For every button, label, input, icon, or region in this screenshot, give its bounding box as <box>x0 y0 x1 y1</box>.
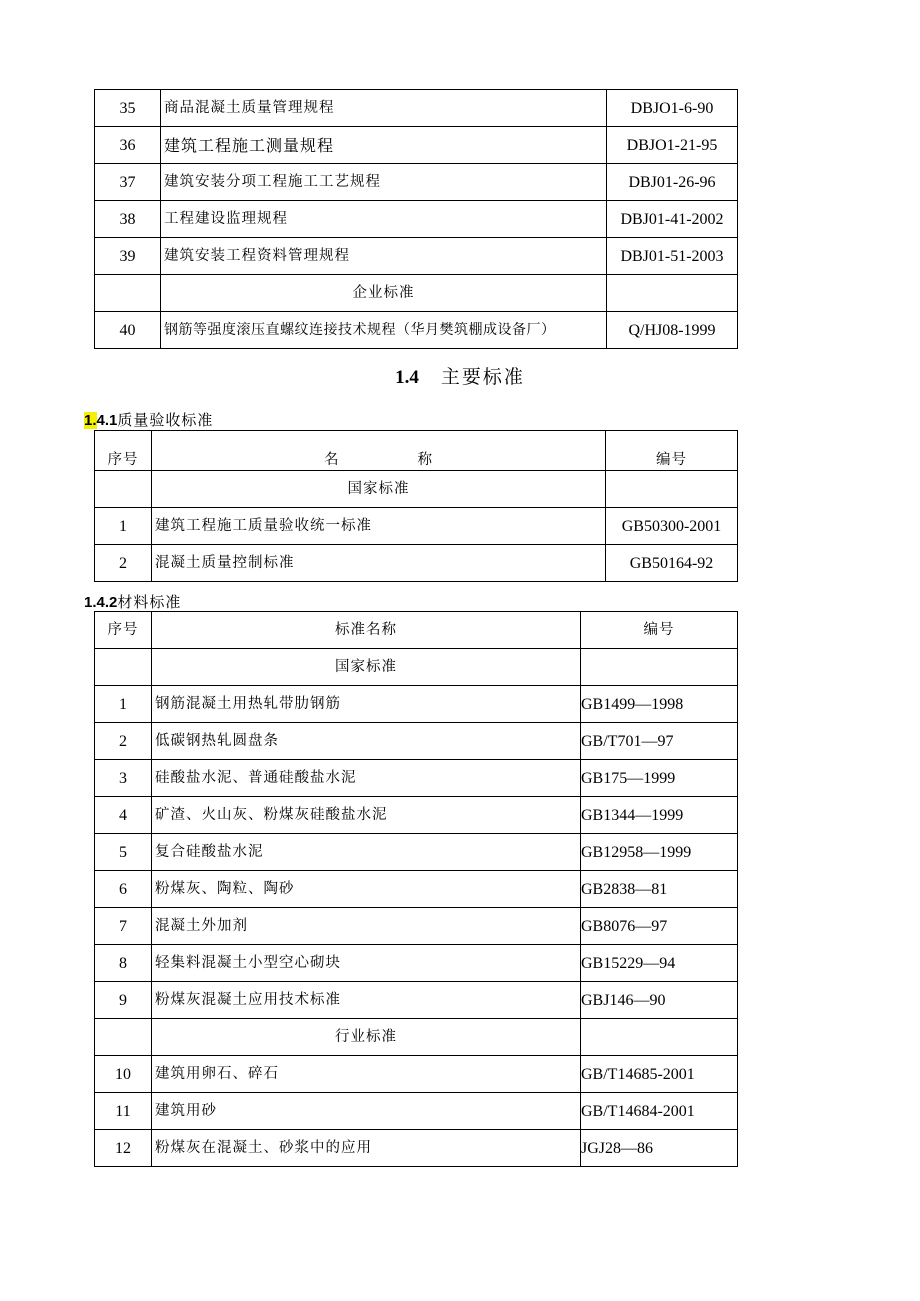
table-row <box>95 945 738 982</box>
table-header <box>95 612 738 649</box>
standard-code: DBJ01-26-96 <box>607 164 738 201</box>
subsection-title: 材料标准 <box>117 593 182 611</box>
table-row <box>95 1056 738 1093</box>
table-row <box>95 908 738 945</box>
table-row <box>95 834 738 871</box>
header-number: 序号 <box>95 612 152 649</box>
standard-code: GB1344—1999 <box>581 797 738 834</box>
header-number: 序号 <box>95 431 152 471</box>
standard-name: 粉煤灰、陶粒、陶砂 <box>152 871 581 908</box>
standard-name: 低碳钢热轧圆盘条 <box>152 723 581 760</box>
table-row <box>95 1093 738 1130</box>
standard-code: GB/T14684-2001 <box>581 1093 738 1130</box>
row-number: 12 <box>95 1130 152 1167</box>
quality-acceptance-table <box>94 430 738 582</box>
standard-name: 建筑安装工程资料管理规程 <box>161 238 607 275</box>
row-number: 5 <box>95 834 152 871</box>
standard-code: GB50300-2001 <box>606 508 738 545</box>
standard-name: 轻集料混凝土小型空心砌块 <box>152 945 581 982</box>
standard-name: 混凝土外加剂 <box>152 908 581 945</box>
section-row <box>95 1019 738 1056</box>
standards-table-continued <box>94 89 738 349</box>
table-row <box>95 686 738 723</box>
standard-name: 粉煤灰混凝土应用技术标准 <box>152 982 581 1019</box>
row-number: 40 <box>95 312 161 349</box>
standard-name: 矿渣、火山灰、粉煤灰硅酸盐水泥 <box>152 797 581 834</box>
row-number: 10 <box>95 1056 152 1093</box>
header-name-left: 名 <box>324 452 340 468</box>
standard-name: 建筑用卵石、碎石 <box>152 1056 581 1093</box>
table-row <box>95 982 738 1019</box>
table-row <box>95 164 738 201</box>
table-row <box>95 797 738 834</box>
section-title: 主要标准 <box>440 366 525 388</box>
table-header <box>95 431 738 471</box>
standard-name: 混凝土质量控制标准 <box>152 545 606 582</box>
row-number: 37 <box>95 164 161 201</box>
subsection-number-highlight: 1. <box>84 412 97 429</box>
section-label: 国家标准 <box>152 649 581 686</box>
standard-name: 建筑安装分项工程施工工艺规程 <box>161 164 607 201</box>
row-number: 6 <box>95 871 152 908</box>
standard-name: 钢筋混凝土用热轧带肋钢筋 <box>152 686 581 723</box>
standard-code: DBJO1-21-95 <box>607 127 738 164</box>
standard-name: 商品混凝土质量管理规程 <box>161 90 607 127</box>
header-code: 编号 <box>581 612 738 649</box>
header-name: 标准名称 <box>152 612 581 649</box>
row-number: 3 <box>95 760 152 797</box>
standard-code: DBJ01-51-2003 <box>607 238 738 275</box>
row-number: 2 <box>95 545 152 582</box>
row-number: 7 <box>95 908 152 945</box>
standard-code: GB8076—97 <box>581 908 738 945</box>
standard-code: GB175—1999 <box>581 760 738 797</box>
standard-code: GB50164-92 <box>606 545 738 582</box>
subsection-heading <box>84 591 181 612</box>
row-number: 38 <box>95 201 161 238</box>
standard-code: GB/T14685-2001 <box>581 1056 738 1093</box>
standard-code: Q/HJ08-1999 <box>607 312 738 349</box>
standard-code: DBJO1-6-90 <box>607 90 738 127</box>
section-row <box>95 275 738 312</box>
standard-name: 建筑工程施工质量验收统一标准 <box>152 508 606 545</box>
table-row <box>95 90 738 127</box>
row-number: 35 <box>95 90 161 127</box>
row-number: 4 <box>95 797 152 834</box>
standard-code: GB1499—1998 <box>581 686 738 723</box>
standard-name: 复合硅酸盐水泥 <box>152 834 581 871</box>
table-row <box>95 508 738 545</box>
row-number: 36 <box>95 127 161 164</box>
section-label: 企业标准 <box>161 275 607 312</box>
section-row <box>95 649 738 686</box>
table-row <box>95 127 738 164</box>
row-number: 39 <box>95 238 161 275</box>
standard-code: GB2838—81 <box>581 871 738 908</box>
subsection-number: 4.1 <box>96 412 118 429</box>
standard-name: 钢筋等强度滚压直螺纹连接技术规程（华月樊筑棚成设备厂） <box>161 312 607 349</box>
table-row <box>95 723 738 760</box>
standard-name: 工程建设监理规程 <box>161 201 607 238</box>
table-row <box>95 545 738 582</box>
row-number: 11 <box>95 1093 152 1130</box>
section-label: 国家标准 <box>152 471 606 508</box>
subsection-title: 质量验收标准 <box>117 411 214 429</box>
row-number: 1 <box>95 686 152 723</box>
header-code: 编号 <box>606 431 738 471</box>
standard-code: GB/T701—97 <box>581 723 738 760</box>
standard-name: 硅酸盐水泥、普通硅酸盐水泥 <box>152 760 581 797</box>
standard-code: GB12958—1999 <box>581 834 738 871</box>
table-row <box>95 1130 738 1167</box>
standard-name: 建筑工程施工测量规程 <box>161 127 607 164</box>
material-standards-table <box>94 611 738 1167</box>
standard-code: DBJ01-41-2002 <box>607 201 738 238</box>
standard-code: JGJ28—86 <box>581 1130 738 1167</box>
standard-name: 粉煤灰在混凝土、砂浆中的应用 <box>152 1130 581 1167</box>
section-number: 1.4 <box>395 367 419 388</box>
standard-code: GB15229—94 <box>581 945 738 982</box>
section-row <box>95 471 738 508</box>
table-row <box>95 312 738 349</box>
table-row <box>95 871 738 908</box>
standard-code: GBJ146—90 <box>581 982 738 1019</box>
subsection-heading <box>84 409 213 430</box>
row-number: 9 <box>95 982 152 1019</box>
row-number: 1 <box>95 508 152 545</box>
table-row <box>95 201 738 238</box>
section-label: 行业标准 <box>152 1019 581 1056</box>
standard-name: 建筑用砂 <box>152 1093 581 1130</box>
row-number: 8 <box>95 945 152 982</box>
subsection-number: 1.4.2 <box>84 594 118 611</box>
table-row <box>95 760 738 797</box>
table-row <box>95 238 738 275</box>
header-name-right: 称 <box>417 452 433 468</box>
header-name <box>152 431 606 471</box>
row-number: 2 <box>95 723 152 760</box>
section-heading <box>0 362 920 389</box>
